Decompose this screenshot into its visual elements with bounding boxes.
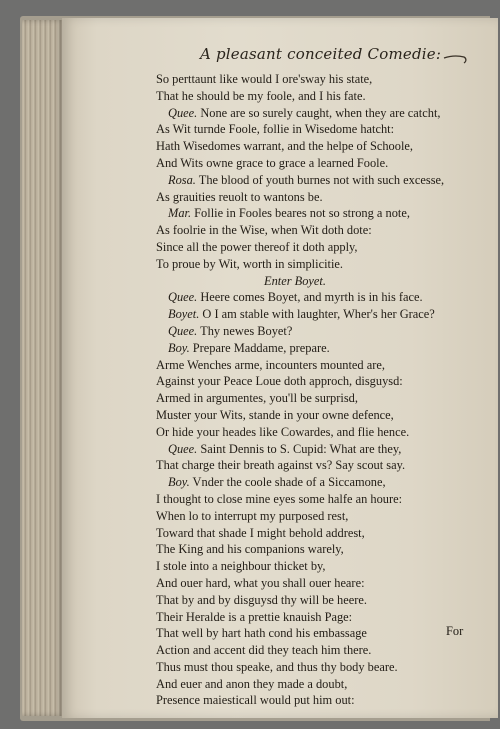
text-line xyxy=(156,323,486,340)
text-line xyxy=(156,189,486,206)
text-line xyxy=(156,575,486,592)
text-line xyxy=(156,407,486,424)
text-line xyxy=(156,289,486,306)
line-text: Follie in Fooles beares not so strong a note, xyxy=(191,206,410,221)
line-text: That well by hart hath cond his embassage xyxy=(156,626,367,641)
text-line xyxy=(156,239,486,256)
text-line xyxy=(156,340,486,357)
text-line xyxy=(156,609,486,626)
text-line xyxy=(156,541,486,558)
line-text: Armed in argumentes, you'll be surprisd, xyxy=(156,391,358,406)
text-line xyxy=(156,105,486,122)
text-line xyxy=(156,138,486,155)
text-line xyxy=(156,357,486,374)
line-text: Since all the power thereof it doth apply, xyxy=(156,239,358,254)
speaker-name: Boy. xyxy=(168,340,190,355)
speaker-name: Rosa. xyxy=(168,172,196,187)
line-text: Arme Wenches arme, incounters mounted are, xyxy=(156,357,385,372)
text-line xyxy=(156,692,486,709)
text-line xyxy=(156,222,486,239)
line-text: Against your Peace Loue doth approch, disguysd: xyxy=(156,374,403,389)
text-line xyxy=(156,457,486,474)
speaker-name: Mar. xyxy=(168,206,192,221)
text-line xyxy=(156,474,486,491)
line-text: So perttaunt like would I ore'sway his state, xyxy=(156,72,373,86)
speaker-name: Boy. xyxy=(168,475,190,490)
line-text: I thought to close mine eyes some halfe an houre: xyxy=(156,491,403,506)
text-line xyxy=(156,558,486,575)
text-line xyxy=(156,659,486,676)
line-text: When lo to interrupt my purposed rest, xyxy=(156,508,349,523)
line-text: And euer and anon they made a doubt, xyxy=(156,676,348,691)
line-text: None are so surely caught, when they are catcht, xyxy=(197,105,441,120)
play-text xyxy=(156,71,486,709)
line-text: That by and by disguysd thy will be heere. xyxy=(156,592,367,607)
line-text: Enter Boyet. xyxy=(264,273,326,288)
page-edges xyxy=(22,20,64,716)
line-text: As foolrie in the Wise, when Wit doth dote: xyxy=(156,223,372,238)
line-text: Muster your Wits, stande in your owne defence, xyxy=(156,407,394,422)
line-text: Heere comes Boyet, and myrth is in his face. xyxy=(197,290,423,305)
line-text: The King and his companions warely, xyxy=(156,542,344,557)
line-text: Presence maiesticall would put him out: xyxy=(156,693,355,708)
line-text: The blood of youth burnes not with such excesse, xyxy=(195,172,445,187)
text-line xyxy=(156,592,486,609)
text-line xyxy=(156,441,486,458)
speaker-name: Quee. xyxy=(168,323,198,338)
text-line xyxy=(156,155,486,172)
line-text: Thy newes Boyet? xyxy=(197,323,293,338)
text-line xyxy=(156,71,486,88)
text-line xyxy=(156,121,486,138)
pen-mark-icon xyxy=(442,52,470,70)
line-text: I stole into a neighbour thicket by, xyxy=(156,559,326,574)
text-line xyxy=(156,205,486,222)
text-line xyxy=(156,642,486,659)
text-line xyxy=(156,424,486,441)
text-line xyxy=(156,525,486,542)
text-line xyxy=(156,373,486,390)
line-text: Their Heralde is a prettie knauish Page: xyxy=(156,609,353,624)
line-text: Saint Dennis to S. Cupid: What are they, xyxy=(197,441,402,456)
line-text: And ouer hard, what you shall ouer heare: xyxy=(156,575,365,590)
speaker-name: Quee. xyxy=(168,441,198,456)
text-line xyxy=(156,306,486,323)
catchword: For xyxy=(446,624,464,638)
speaker-name: Boyet. xyxy=(168,307,200,322)
line-text: Toward that shade I might behold addrest, xyxy=(156,525,365,540)
line-text: O I am stable with laughter, Wher's her Grace? xyxy=(199,307,435,322)
text-line xyxy=(156,676,486,693)
line-text: Hath Wisedomes warrant, and the helpe of Schoole, xyxy=(156,139,413,154)
line-text: To proue by Wit, worth in simplicitie. xyxy=(156,256,343,271)
text-line xyxy=(156,390,486,407)
line-text: That he should be my foole, and I his fate. xyxy=(156,88,366,103)
line-text: As grauities reuolt to wantons be. xyxy=(156,189,323,204)
running-header: A pleasant conceited Comedie: xyxy=(200,45,442,63)
line-text: Prepare Maddame, prepare. xyxy=(189,340,330,355)
text-line xyxy=(156,256,486,273)
line-text: Vnder the coole shade of a Siccamone, xyxy=(189,475,386,490)
line-text: Action and accent did they teach him there. xyxy=(156,643,372,658)
line-text: As Wit turnde Foole, follie in Wisedome hatcht: xyxy=(156,122,395,137)
line-text: And Wits owne grace to grace a learned Foole. xyxy=(156,155,389,170)
line-text: Thus must thou speake, and thus thy body beare. xyxy=(156,659,398,674)
text-line xyxy=(156,172,486,189)
text-line xyxy=(156,625,486,642)
text-line xyxy=(156,508,486,525)
speaker-name: Quee. xyxy=(168,290,198,305)
speaker-name: Quee. xyxy=(168,105,198,120)
text-line xyxy=(156,273,486,290)
line-text: Or hide your heades like Cowardes, and flie hence. xyxy=(156,424,410,439)
text-line xyxy=(156,491,486,508)
text-line xyxy=(156,88,486,105)
line-text: That charge their breath against vs? Say scout say. xyxy=(156,458,406,473)
